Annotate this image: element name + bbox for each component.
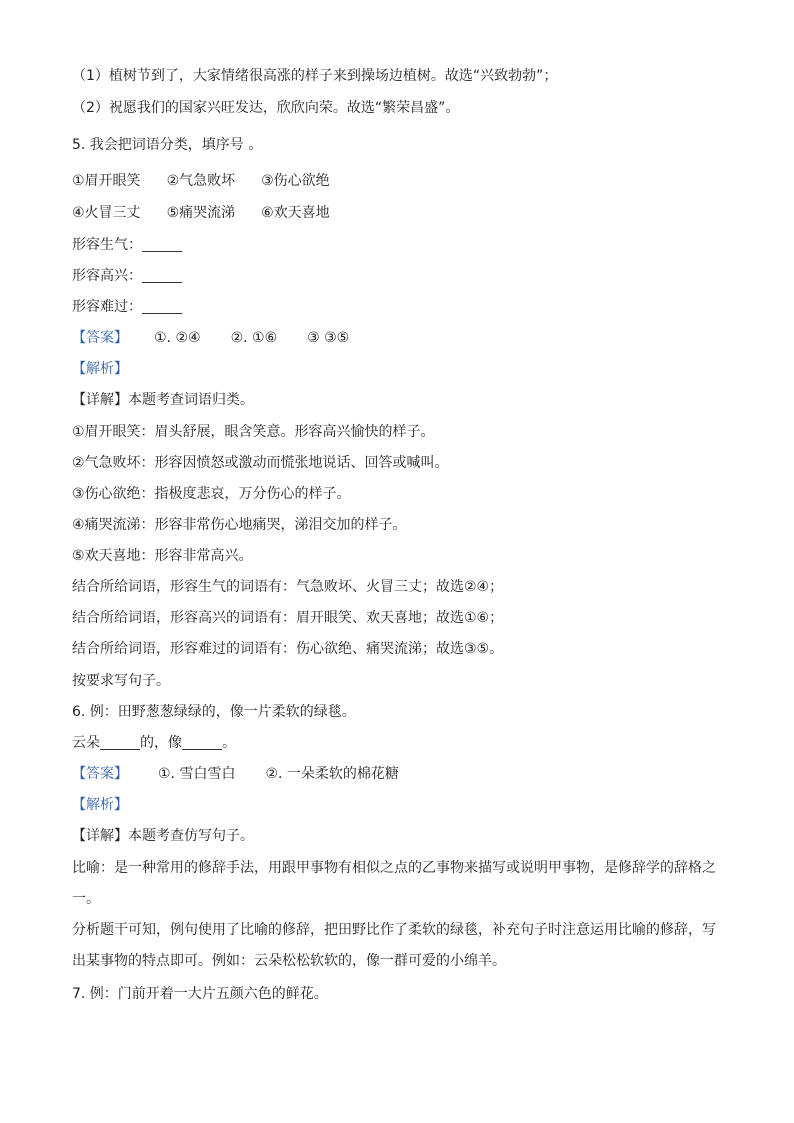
question-6: 6. 例：田野葱葱绿绿的，像一片柔软的绿毯。 (72, 704, 356, 720)
option-4: ④火冒三丈 (72, 205, 141, 221)
option-3: ③伤心欲绝 (261, 173, 330, 189)
fill-sad (72, 298, 182, 316)
fill-happy (72, 267, 182, 285)
conclusion-3: 结合所给词语，形容难过的词语有：伤心欲绝、痛哭流涕；故选③⑤。 (72, 641, 504, 657)
section-heading: 按要求写句子。 (72, 673, 170, 689)
option-5: ⑤痛哭流涕 (166, 205, 236, 221)
fill-angry-label: 形容生气： (72, 237, 142, 253)
analysis-label-6: 【解析】 (72, 797, 128, 813)
answer-line-1: （1）植树节到了，大家情绪很高涨的样子来到操场边植树。故选“兴致勃勃”； (72, 68, 558, 84)
fill-happy-label: 形容高兴： (72, 268, 142, 284)
q6-part-b: 的，像 (140, 735, 182, 751)
answer-5-2: ②. ①⑥ (230, 330, 278, 346)
blank-1 (142, 237, 182, 252)
answer-6-1: ①. 雪白雪白 (158, 766, 236, 782)
detail-label: 【详解】 (72, 392, 128, 408)
q6-part-a: 云朵 (72, 735, 100, 751)
analysis-label-5: 【解析】 (72, 361, 128, 377)
blank-3 (142, 299, 182, 314)
explain-4: ④痛哭流涕：形容非常伤心地痛哭，涕泪交加的样子。 (72, 517, 407, 533)
detail-label: 【详解】 (72, 828, 128, 844)
blank-2 (142, 268, 182, 283)
answer-5-1: ①. ②④ (154, 330, 201, 346)
blank-5 (182, 735, 222, 750)
answer-6-2: ②. 一朵柔软的棉花糖 (265, 766, 399, 782)
q6-part-c: 。 (222, 735, 236, 751)
conclusion-1: 结合所给词语，形容生气的词语有：气急败坏、火冒三丈；故选②④； (72, 579, 504, 595)
question-6-blank (72, 734, 236, 752)
answer-6 (72, 765, 399, 783)
explain-3: ③伤心欲绝：指极度悲哀，万分伤心的样子。 (72, 486, 351, 502)
explain-1: ①眉开眼笑：眉头舒展，眼含笑意。形容高兴愉快的样子。 (72, 424, 435, 440)
answer-label: 【答案】 (72, 330, 128, 346)
explain-5: ⑤欢天喜地：形容非常高兴。 (72, 548, 253, 564)
paragraph-analysis: 分析题干可知，例句使用了比喻的修辞，把田野比作了柔软的绿毯，补充句子时注意运用比喻的修辞，写出某事物的特点即可。例如：云朵松松软软的，像一群可爱的小绵羊。 (72, 922, 716, 969)
detail-6 (72, 827, 254, 845)
fill-sad-label: 形容难过： (72, 299, 142, 315)
fill-angry (72, 236, 182, 254)
answer-label: 【答案】 (72, 766, 128, 782)
option-1: ①眉开眼笑 (72, 173, 141, 189)
conclusion-2: 结合所给词语，形容高兴的词语有：眉开眼笑、欢天喜地；故选①⑥； (72, 610, 504, 626)
explain-2: ②气急败坏：形容因愤怒或激动而慌张地说话、回答或喊叫。 (72, 455, 449, 471)
detail-5 (72, 391, 254, 409)
option-2: ②气急败坏 (166, 173, 236, 189)
option-6: ⑥欢天喜地 (261, 205, 330, 221)
detail-text: 本题考查词语归类。 (128, 392, 254, 408)
answer-5-3: ③ ③⑤ (307, 330, 350, 346)
answer-line-2: （2）祝愿我们的国家兴旺发达，欣欣向荣。故选“繁荣昌盛”。 (72, 100, 460, 116)
question-7: 7. 例：门前开着一大片五颜六色的鲜花。 (72, 986, 328, 1002)
options-row-1 (72, 172, 330, 190)
blank-4 (100, 735, 140, 750)
paragraph-metaphor: 比喻：是一种常用的修辞手法，用跟甲事物有相似之点的乙事物来描写或说明甲事物，是修辞学的辞格之一。 (72, 860, 716, 907)
question-5: 5. 我会把词语分类，填序号 。 (72, 137, 263, 153)
answer-5 (72, 329, 349, 347)
detail-text: 本题考查仿写句子。 (128, 828, 254, 844)
options-row-2 (72, 204, 330, 222)
